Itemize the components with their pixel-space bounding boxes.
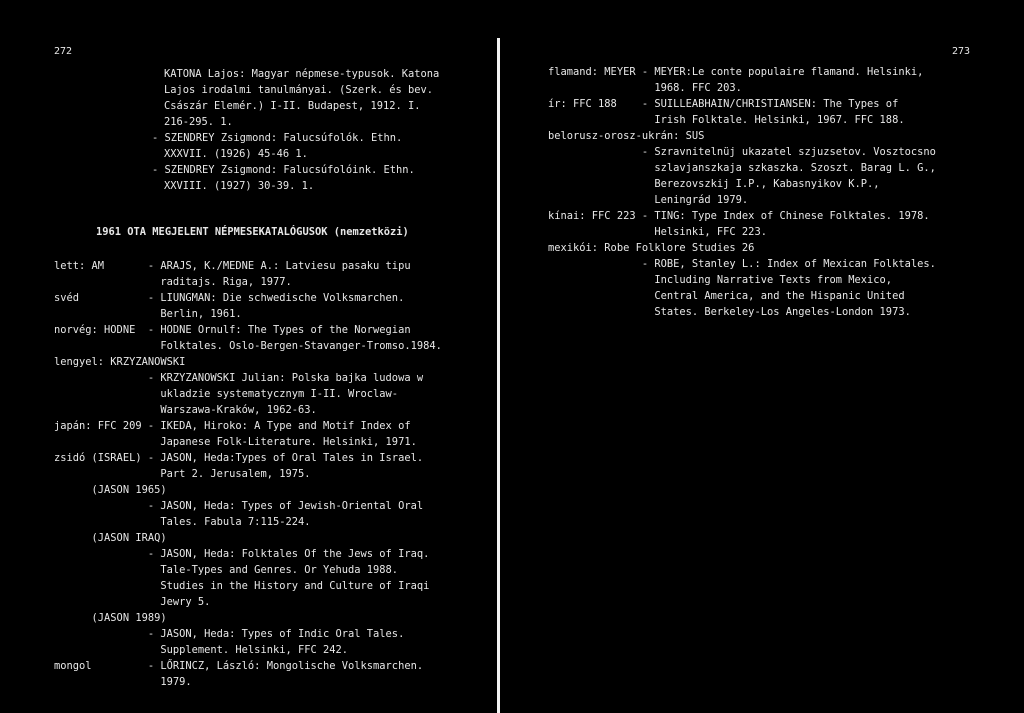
- entry-line: svéd - LIUNGMAN: Die schwedische Volksmarchen.: [54, 292, 405, 304]
- entry-line: Central America, and the Hispanic United: [548, 290, 905, 302]
- intro-line: - SZENDREY Zsigmond: Falucsúfolóink. Ethn.: [152, 164, 415, 176]
- entry-line: (JASON 1989): [54, 612, 167, 624]
- entry-line: Leningrád 1979.: [548, 194, 749, 206]
- intro-line: 216-295. 1.: [164, 116, 233, 128]
- entry-line: Irish Folktale. Helsinki, 1967. FFC 188.: [548, 114, 905, 126]
- entry-line: - KRZYZANOWSKI Julian: Polska bajka ludowa w: [54, 372, 424, 384]
- entry-line: Tale-Types and Genres. Or Yehuda 1988.: [54, 564, 399, 576]
- entry-line: kínai: FFC 223 - TING: Type Index of Chinese Folktales. 1978.: [548, 210, 930, 222]
- entry-line: (JASON IRAQ): [54, 532, 167, 544]
- entry-line: szlavjanszkaja szkaszka. Szoszt. Barag L. G.,: [548, 162, 936, 174]
- entry-line: Japanese Folk-Literature. Helsinki, 1971.: [54, 436, 417, 448]
- entry-line: raditajs. Riga, 1977.: [54, 276, 292, 288]
- entry-line: (JASON 1965): [54, 484, 167, 496]
- entry-line: Folktales. Oslo-Bergen-Stavanger-Tromso.1984.: [54, 340, 442, 352]
- entry-line: - Szravnitelnüj ukazatel szjuzsetov. Vosztocsno: [548, 146, 936, 158]
- entry-line: Supplement. Helsinki, FFC 242.: [54, 644, 349, 656]
- entry-line: Helsinki, FFC 223.: [548, 226, 767, 238]
- entry-line: Berlin, 1961.: [54, 308, 242, 320]
- entry-line: 1979.: [54, 676, 192, 688]
- entry-line: States. Berkeley-Los Angeles-London 1973.: [548, 306, 911, 318]
- entry-line: Tales. Fabula 7:115-224.: [54, 516, 311, 528]
- intro-line: Lajos irodalmi tanulmányai. (Szerk. és bev.: [164, 84, 433, 96]
- entry-line: Part 2. Jerusalem, 1975.: [54, 468, 311, 480]
- section-heading: 1961 OTA MEGJELENT NÉPMESEKATALÓGUSOK (nemzetközi): [96, 226, 409, 238]
- intro-line: XXVIII. (1927) 30-39. 1.: [164, 180, 315, 192]
- intro-line: Császár Elemér.) I-II. Budapest, 1912. I.: [164, 100, 421, 112]
- entry-line: Warszawa-Kraków, 1962-63.: [54, 404, 317, 416]
- entry-line: 1968. FFC 203.: [548, 82, 742, 94]
- intro-line: KATONA Lajos: Magyar népmese-typusok. Katona: [164, 68, 440, 80]
- entry-line: - ROBE, Stanley L.: Index of Mexican Folktales.: [548, 258, 936, 270]
- entry-line: mongol - LŐRINCZ, László: Mongolische Volksmarchen.: [54, 660, 424, 672]
- entry-line: - JASON, Heda: Types of Jewish-Oriental Oral: [54, 500, 424, 512]
- entry-line: ír: FFC 188 - SUILLEABHAIN/CHRISTIANSEN: The Types of: [548, 98, 899, 110]
- entry-line: japán: FFC 209 - IKEDA, Hiroko: A Type and Motif Index of: [54, 420, 411, 432]
- entry-line: lett: AM - ARAJS, K./MEDNE A.: Latviesu pasaku tipu: [54, 260, 411, 272]
- entry-line: lengyel: KRZYZANOWSKI: [54, 356, 186, 368]
- left-page: [0, 0, 497, 713]
- entry-line: Studies in the History and Culture of Iraqi: [54, 580, 430, 592]
- entry-line: zsidó (ISRAEL) - JASON, Heda:Types of Oral Tales in Israel.: [54, 452, 424, 464]
- entry-line: ukladzie systematycznym I-II. Wroclaw-: [54, 388, 399, 400]
- entry-line: flamand: MEYER - MEYER:Le conte populaire flamand. Helsinki,: [548, 66, 924, 78]
- entry-line: Berezovszkij I.P., Kabasnyikov K.P.,: [548, 178, 880, 190]
- intro-line: XXXVII. (1926) 45-46 1.: [164, 148, 308, 160]
- intro-line: - SZENDREY Zsigmond: Falucsúfolók. Ethn.: [152, 132, 403, 144]
- entry-line: norvég: HODNE - HODNE Ornulf: The Types of the Norwegian: [54, 324, 411, 336]
- entry-line: - JASON, Heda: Types of Indic Oral Tales.: [54, 628, 405, 640]
- entry-line: Including Narrative Texts from Mexico,: [548, 274, 893, 286]
- entry-line: mexikói: Robe Folklore Studies 26: [548, 242, 755, 254]
- entry-line: - JASON, Heda: Folktales Of the Jews of Iraq.: [54, 548, 430, 560]
- page-number-right: 273: [952, 46, 971, 57]
- right-page: [500, 0, 1024, 713]
- entry-line: belorusz-orosz-ukrán: SUS: [548, 130, 705, 142]
- entry-line: Jewry 5.: [54, 596, 211, 608]
- page-number-left: 272: [54, 46, 73, 57]
